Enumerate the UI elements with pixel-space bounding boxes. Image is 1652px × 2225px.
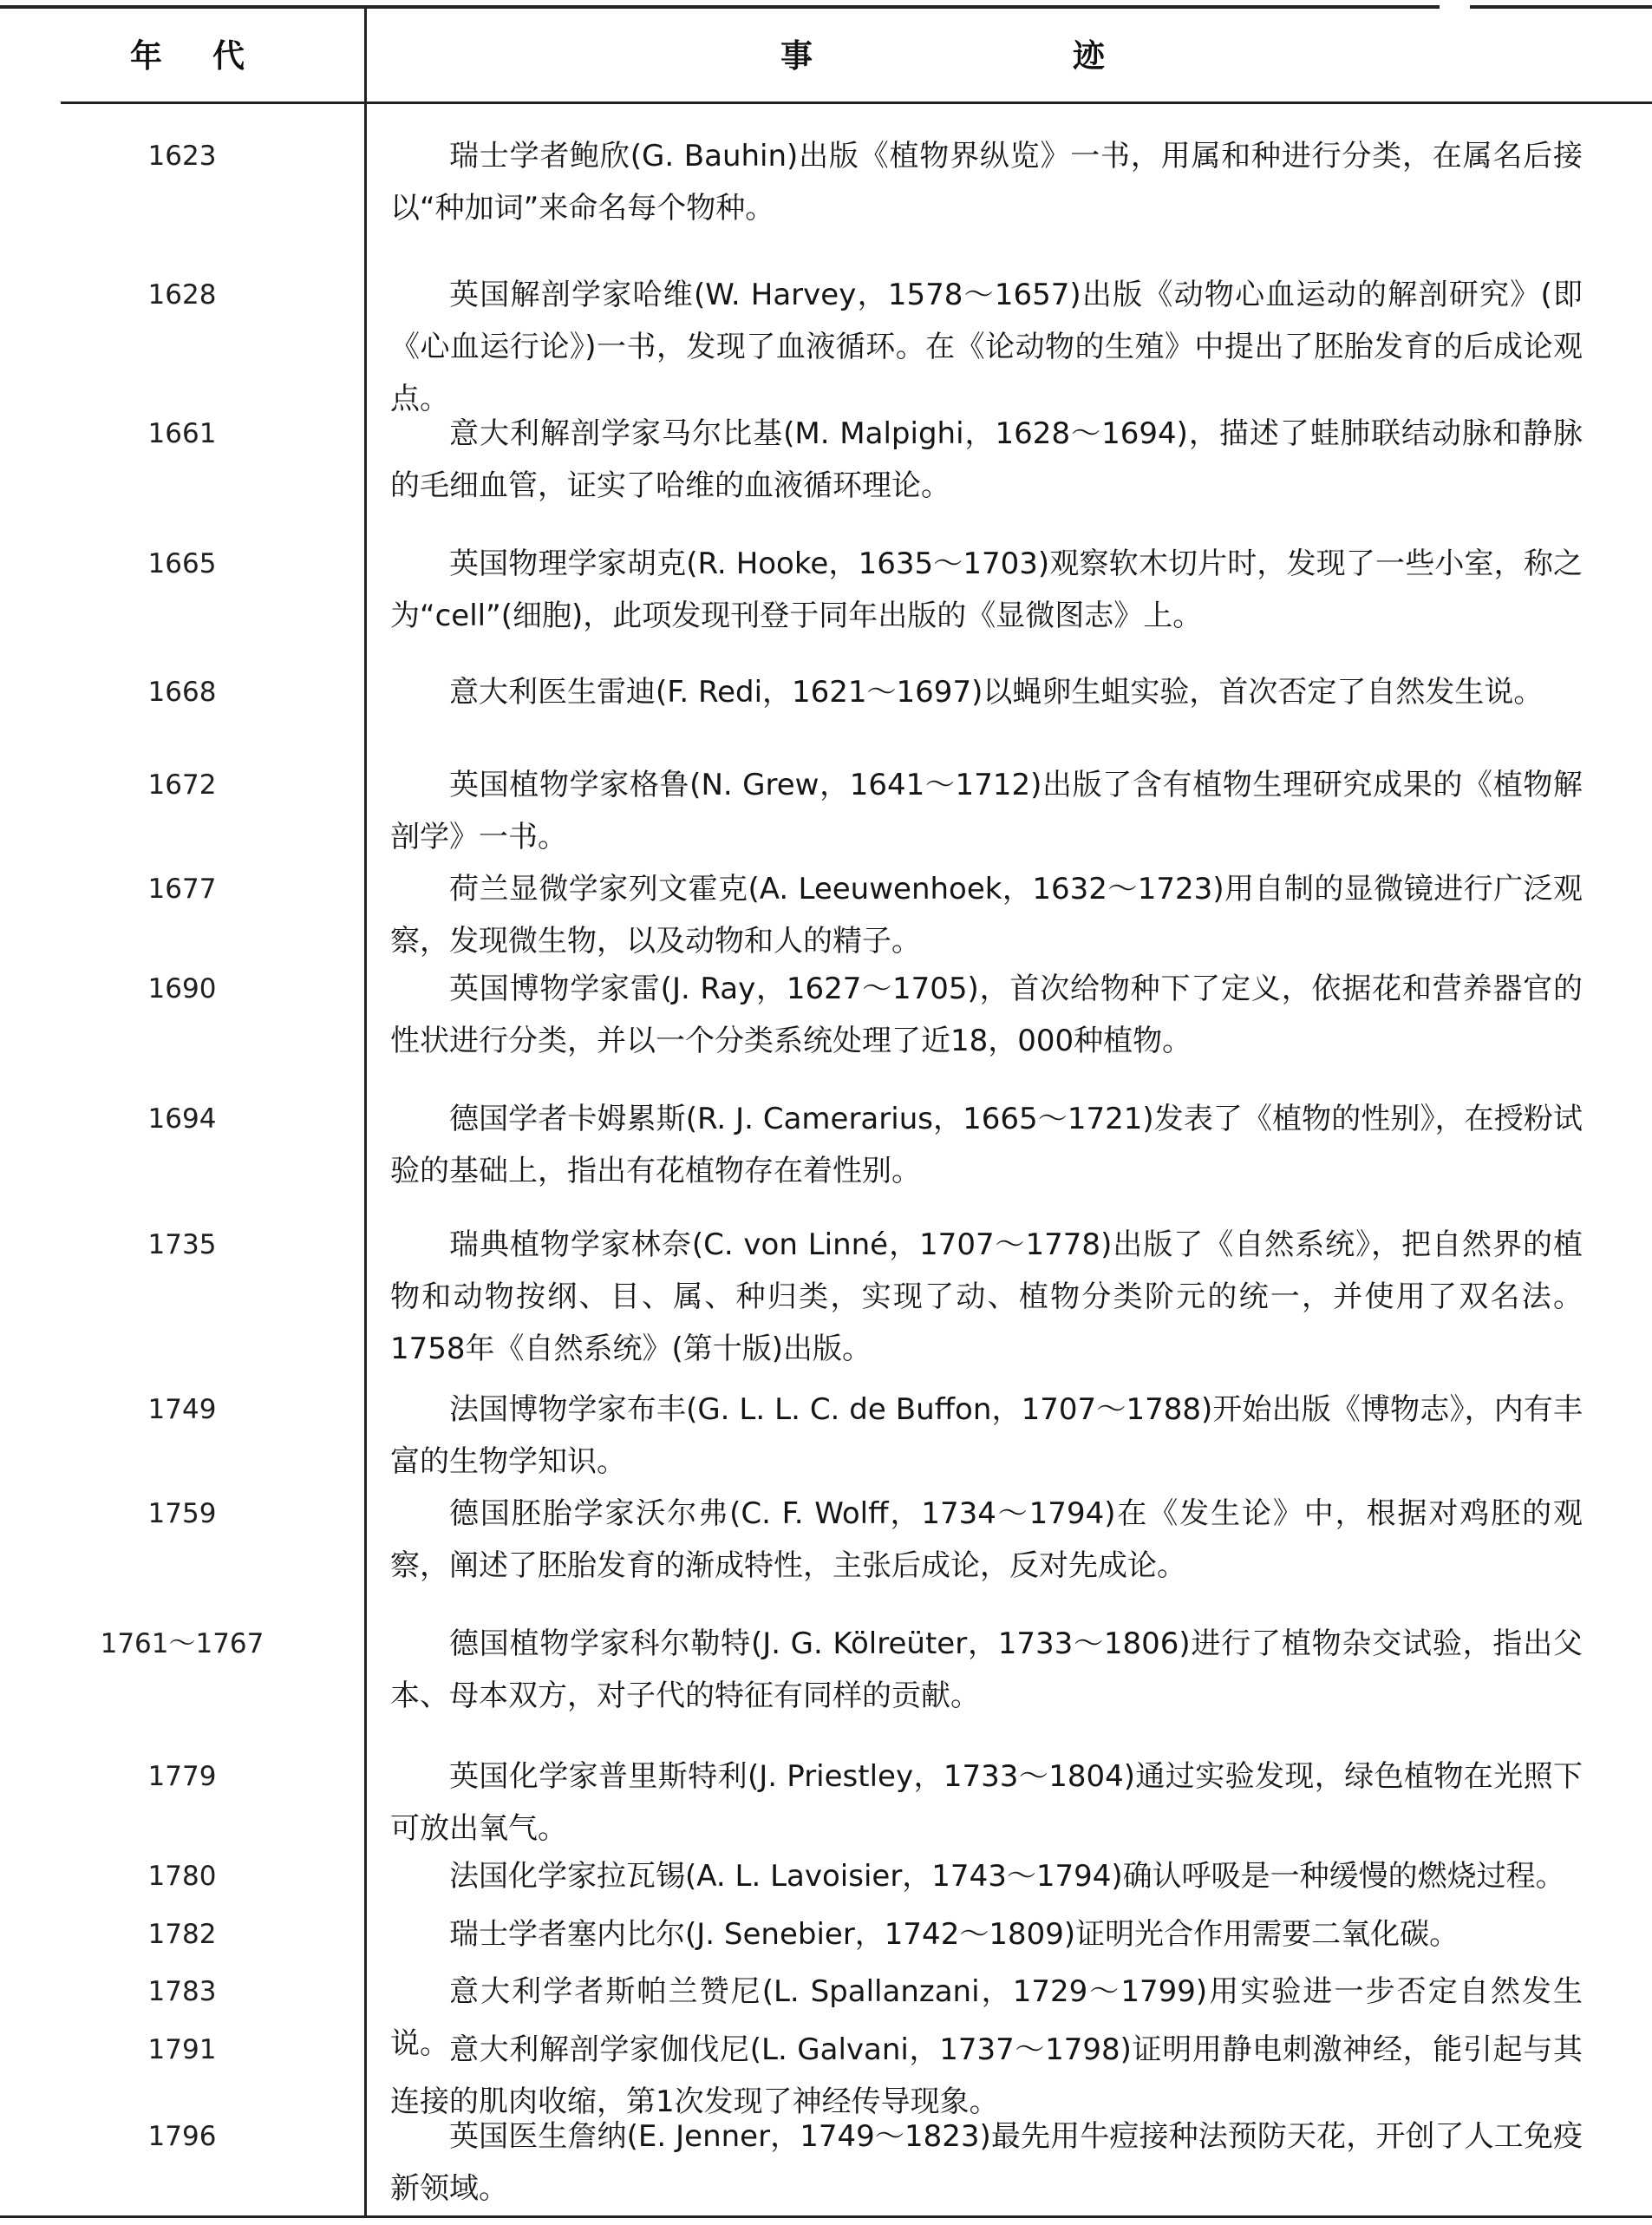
event-cell: 瑞典植物学家林奈(C. von Linné，1707～1778)出版了《自然系统》，把自然界的植物和动物按纲、目、属、种归类，实现了动、植物分类阶元的统一，并使用了双名法。1758年《自然系统》(第十版)出版。	[390, 1227, 1583, 1366]
event-cell: 瑞士学者鲍欣(G. Bauhin)出版《植物界纵览》一书，用属和种进行分类，在属名后接以“种加词”来命名每个物种。	[390, 139, 1583, 226]
event-cell: 英国博物学家雷(J. Ray，1627～1705)，首次给物种下了定义，依据花和营养器官的性状进行分类，并以一个分类系统处理了近18，000种植物。	[390, 972, 1583, 1058]
event-cell: 德国植物学家科尔勒特(J. G. Kölreüter，1733～1806)进行了植物杂交试验，指出父本、母本双方，对子代的特征有同样的贡献。	[390, 1626, 1583, 1713]
column-header-year-char1: 年	[130, 37, 162, 75]
event-cell: 英国医生詹纳(E. Jenner，1749～1823)最先用牛痘接种法预防天花，开创了人工免疫新领域。	[390, 2119, 1583, 2206]
column-header-event	[780, 26, 1214, 87]
year-cell: 1677	[147, 874, 217, 905]
year-cell: 1672	[147, 769, 217, 801]
event-cell: 英国解剖学家哈维(W. Harvey，1578～1657)出版《动物心血运动的解剖研究》(即《心血运行论》)一书，发现了血液循环。在《论动物的生殖》中提出了胚胎发育的后成论观点。	[390, 278, 1583, 416]
column-header-year	[130, 26, 295, 87]
table-header-rule	[61, 101, 1652, 104]
year-cell: 1694	[147, 1103, 217, 1135]
year-cell: 1749	[147, 1394, 217, 1425]
column-header-year-char2: 代	[212, 37, 245, 75]
event-cell: 意大利学者斯帕兰赞尼(L. Spallanzani，1729～1799)用实验进一步否定自然发生说。	[390, 1974, 1583, 2061]
year-cell: 1761～1767	[100, 1628, 264, 1659]
year-cell: 1665	[147, 548, 217, 579]
event-cell: 英国物理学家胡克(R. Hooke，1635～1703)观察软木切片时，发现了一些小室，称之为“cell”(细胞)，此项发现刊登于同年出版的《显微图志》上。	[390, 546, 1583, 633]
year-cell: 1690	[147, 973, 217, 1005]
year-cell: 1782	[147, 1919, 217, 1950]
event-cell: 荷兰显微学家列文霍克(A. Leeuwenhoek，1632～1723)用自制的显微镜进行广泛观察，发现微生物，以及动物和人的精子。	[390, 872, 1583, 959]
column-divider	[364, 5, 367, 2215]
event-cell: 瑞士学者塞内比尔(J. Senebier，1742～1809)证明光合作用需要二氧化碳。	[449, 1917, 1459, 1952]
year-cell: 1779	[147, 1761, 217, 1792]
year-cell: 1759	[147, 1498, 217, 1529]
year-cell: 1780	[147, 1861, 217, 1892]
year-cell: 1735	[147, 1229, 217, 1260]
year-cell: 1628	[147, 279, 217, 311]
event-cell: 意大利医生雷迪(F. Redi，1621～1697)以蝇卵生蛆实验，首次否定了自然发生说。	[449, 675, 1544, 710]
year-cell: 1623	[147, 141, 217, 172]
table-bottom-rule	[0, 2215, 1652, 2218]
event-cell: 意大利解剖学家伽伐尼(L. Galvani，1737～1798)证明用静电刺激神经，能引起与其连接的肌肉收缩，第1次发现了神经传导现象。	[390, 2032, 1583, 2119]
year-cell: 1661	[147, 418, 217, 449]
column-header-event-char2: 迹	[1073, 37, 1105, 75]
event-cell: 德国胚胎学家沃尔弗(C. F. Wolff，1734～1794)在《发生论》中，根据对鸡胚的观察，阐述了胚胎发育的渐成特性，主张后成论，反对先成论。	[390, 1496, 1583, 1583]
event-cell: 意大利解剖学家马尔比基(M. Malpighi，1628～1694)，描述了蛙肺联结动脉和静脉的毛细血管，证实了哈维的血液循环理论。	[390, 416, 1583, 503]
event-cell: 法国博物学家布丰(G. L. L. C. de Buffon，1707～1788)开始出版《博物志》，内有丰富的生物学知识。	[390, 1392, 1583, 1479]
year-cell: 1791	[147, 2034, 217, 2065]
event-cell: 英国植物学家格鲁(N. Grew，1641～1712)出版了含有植物生理研究成果的《植物解剖学》一书。	[390, 768, 1583, 854]
year-cell: 1796	[147, 2121, 217, 2152]
event-cell: 英国化学家普里斯特利(J. Priestley，1733～1804)通过实验发现，绿色植物在光照下可放出氧气。	[390, 1759, 1583, 1846]
year-cell: 1783	[147, 1976, 217, 2007]
table-top-rule	[0, 5, 1440, 9]
table-top-rule-tail	[1470, 5, 1652, 9]
column-header-event-char1: 事	[780, 37, 813, 75]
event-cell: 德国学者卡姆累斯(R. J. Camerarius，1665～1721)发表了《植物的性别》，在授粉试验的基础上，指出有花植物存在着性别。	[390, 1102, 1583, 1188]
year-cell: 1668	[147, 677, 217, 708]
event-cell: 法国化学家拉瓦锡(A. L. Lavoisier，1743～1794)确认呼吸是一种缓慢的燃烧过程。	[449, 1859, 1565, 1894]
